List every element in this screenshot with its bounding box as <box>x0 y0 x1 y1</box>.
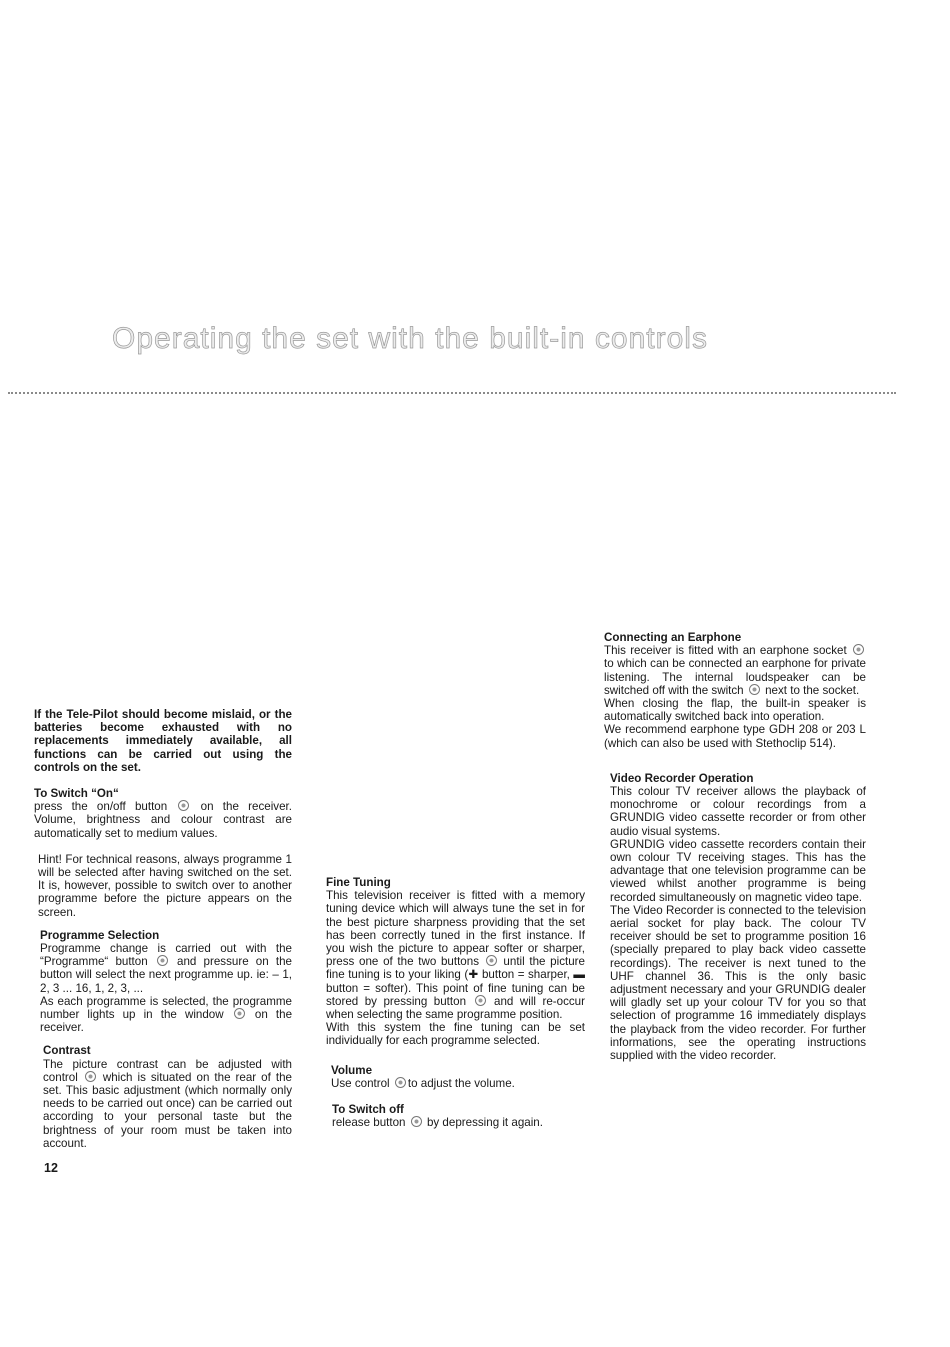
earphone-socket-icon <box>853 644 864 655</box>
volume-paragraph: Use control to adjust the volume. <box>331 1076 515 1090</box>
column-left <box>34 708 292 1150</box>
column-middle <box>326 876 585 1129</box>
earphone-paragraph: This receiver is fitted with an earphone socket to which can be connected an earphone for private listening. The internal loudspeaker can be switched off with the switch next to the socket. <box>604 644 866 697</box>
fine-tuning-paragraph: This television receiver is fitted with a memory tuning device which will always tune the set in for the best picture sharpness providing that the set has been correctly tuned in the first instance. If you wish the picture to appear softer or sharper, press one of the two buttons until the picture fine tuning is to your liking (✚ button = sharper, ▬ button = softer). This point of fine tuning can be stored by pressing button and will re-occur when selecting the same programme position. <box>326 889 585 1022</box>
programme-window-icon <box>234 1008 245 1019</box>
intro-paragraph: If the Tele-Pilot should become mislaid, or the batteries become exhausted with no replacements immediately available, all functions can be carried out using the controls on the set. <box>34 708 292 774</box>
fine-tuning-note: With this system the fine tuning can be set individually for each programme selected. <box>326 1021 585 1048</box>
switch-off-paragraph: release button by depressing it again. <box>332 1116 543 1130</box>
contrast-control-icon <box>85 1071 96 1082</box>
contrast-paragraph: The picture contrast can be adjusted with control which is situated on the rear of the set. This basic adjustment (which normally only needs to be carried out once) can be carried out according to your personal taste but the brightness of your room must be taken into account. <box>43 1057 292 1150</box>
title-divider <box>8 392 896 394</box>
switch-off-heading: To Switch off <box>332 1103 404 1117</box>
fine-tuning-buttons-icon <box>486 955 497 966</box>
contrast-heading: Contrast <box>43 1044 91 1058</box>
volume-heading: Volume <box>331 1063 373 1077</box>
store-button-icon <box>475 995 486 1006</box>
page-title: Operating the set with the built-in controls <box>112 322 708 355</box>
switch-on-paragraph: press the on/off button on the receiver. Volume, brightness and colour contrast are automatically set to medium values. <box>34 800 292 840</box>
switch-on-heading: To Switch “On“ <box>34 787 119 801</box>
video-recorder-heading: Video Recorder Operation <box>610 771 754 785</box>
page-number: 12 <box>44 1161 58 1175</box>
hint-paragraph: Hint! For technical reasons, always programme 1 will be selected after having switched on the set. It is, however, possible to switch over to another programme before the picture appears on the screen. <box>38 852 292 919</box>
video-recorder-paragraph-3: The Video Recorder is connected to the television aerial socket for play back. The colour TV receiver should be set to programme position 16 (specially prepared to play back video cassette recordings). The receiver is next tuned to the UHF channel 36. This is the only basic adjustment necessary and your GRUNDIG dealer will gladly set up your colour TV for you so that selection of programme 16 immediately displays the playback from the video recorder. For further informations, see the operating instructions supplied with the video recorder. <box>610 903 866 1063</box>
power-button-icon <box>178 800 189 811</box>
fine-tuning-heading: Fine Tuning <box>326 876 391 889</box>
programme-selection-paragraph: Programme change is carried out with the “Programme“ button and pressure on the button will select the next programme up. ie: – 1, 2, 3 ... 16, 1, 2, 3, ... <box>40 942 292 995</box>
video-recorder-paragraph-1: This colour TV receiver allows the playback of monochrome or colour recordings from a GRUNDIG video cassette recorder or from other audio visual systems. <box>610 785 866 838</box>
speaker-switch-icon <box>749 684 760 695</box>
video-recorder-paragraph-2: GRUNDIG video cassette recorders contain their own colour TV receiving stages. This has the advantage that one television programme can be viewed whilst another programme is being recorded simultaneously on magnetic video tape. <box>610 837 866 904</box>
column-right <box>604 631 866 1062</box>
off-button-icon <box>411 1116 422 1127</box>
programme-button-icon <box>157 955 168 966</box>
programme-window-paragraph: As each programme is selected, the programme number lights up in the window on the receiver. <box>40 994 293 1035</box>
earphone-flap-paragraph: When closing the flap, the built-in speaker is automatically switched back into operation. <box>604 697 866 724</box>
volume-control-icon <box>395 1077 406 1088</box>
earphone-recommendation: We recommend earphone type GDH 208 or 203 L (which can also be used with Stethoclip 514). <box>604 723 866 750</box>
programme-selection-heading: Programme Selection <box>40 928 160 942</box>
earphone-heading: Connecting an Earphone <box>604 631 742 644</box>
